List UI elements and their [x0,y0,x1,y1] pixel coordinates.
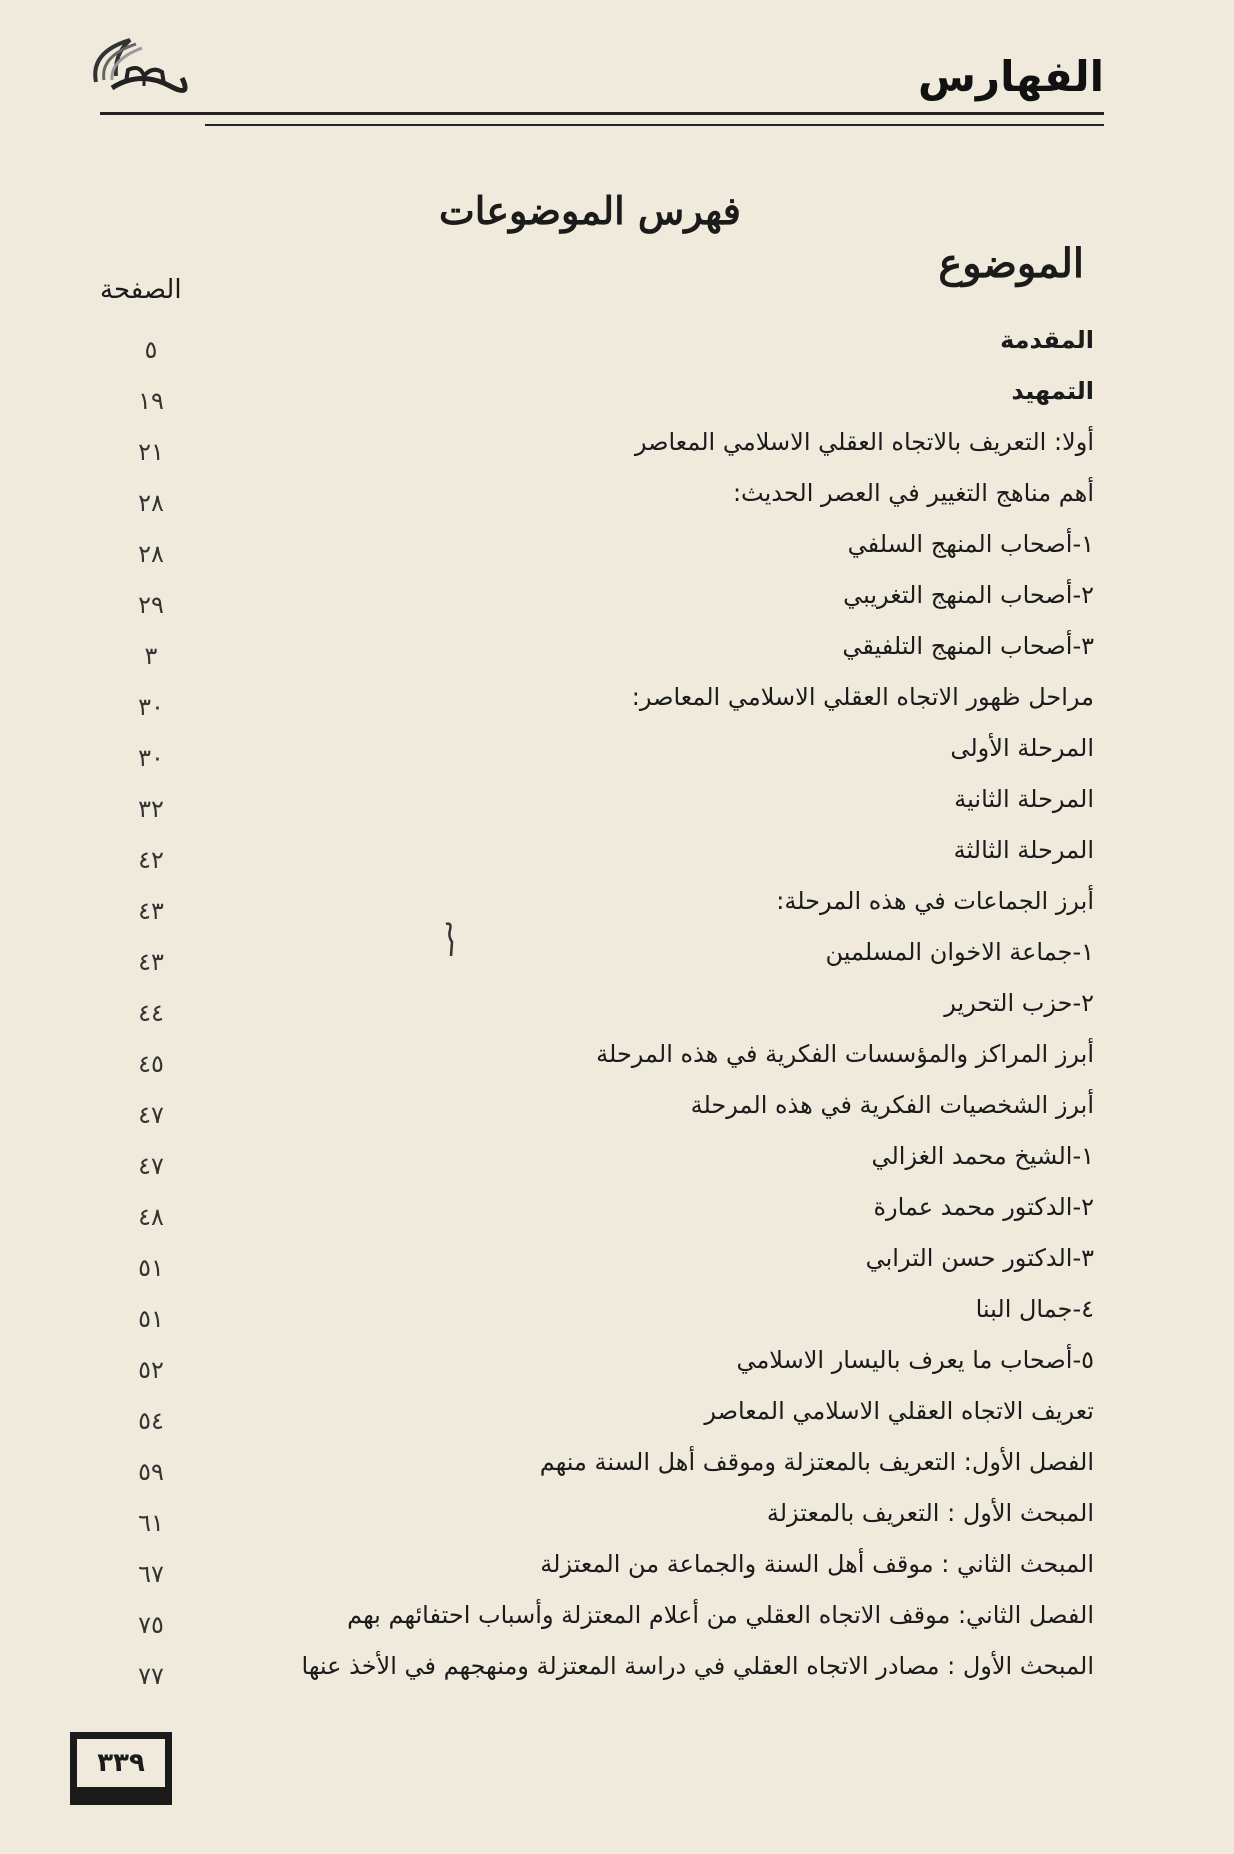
toc-entry [0,930,1234,981]
toc-entry [0,369,1234,420]
toc-entry-title: تعريف الاتجاه العقلي الاسلامي المعاصر [704,1397,1094,1425]
toc-entry-page: ٥٢ [138,1356,164,1384]
toc-entry-title: المبحث الثاني : موقف أهل السنة والجماعة من المعتزلة [540,1550,1094,1578]
toc-entry-title: أبرز الشخصيات الفكرية في هذه المرحلة [690,1091,1094,1119]
toc-entry-title: المرحلة الأولى [950,734,1094,762]
column-header-page: الصفحة [100,275,182,305]
toc-entry-title: ٢-أصحاب المنهج التغريبي [843,581,1094,609]
toc-entry-page: ٤٢ [138,846,164,874]
toc-entry [0,1338,1234,1389]
toc-entry-page: ٣ [144,642,158,670]
toc-entry [0,1491,1234,1542]
toc-entry-title: ١-جماعة الاخوان المسلمين [825,938,1094,966]
toc-entry [0,1236,1234,1287]
toc-entry-page: ٤٣ [138,948,164,976]
open-book-logo-icon [82,30,202,110]
toc-entry-page: ١٩ [138,387,164,415]
toc-entry [0,420,1234,471]
toc-entry-page: ٤٤ [138,999,164,1027]
toc-entry-page: ٥ [144,336,158,364]
toc-entry-page: ٥٤ [138,1407,164,1435]
page-title: فهرس الموضوعات [439,188,741,233]
toc-entry [0,726,1234,777]
toc-entry-page: ٧٧ [138,1662,164,1690]
toc-entry-title: ١-أصحاب المنهج السلفي [847,530,1094,558]
toc-entry [0,1083,1234,1134]
toc-entry-page: ٣٠ [138,693,164,721]
toc-entry [0,1389,1234,1440]
toc-entry [0,1542,1234,1593]
toc-entry-page: ٥١ [138,1305,164,1333]
toc-entry-title: مراحل ظهور الاتجاه العقلي الاسلامي المعاصر: [631,683,1094,711]
toc-entry-title: ٣-أصحاب المنهج التلفيقي [842,632,1094,660]
toc-entry-title: ٢-الدكتور محمد عمارة [873,1193,1094,1221]
toc-entry-title: ٢-حزب التحرير [944,989,1094,1017]
toc-entry-page: ٦٧ [138,1560,164,1588]
toc-entry [0,522,1234,573]
toc-entry [0,1440,1234,1491]
toc-entry [0,318,1234,369]
toc-entry-page: ٧٥ [138,1611,164,1639]
toc-entry-page: ٣٢ [138,795,164,823]
toc-entry-title: ٤-جمال البنا [975,1295,1094,1323]
header-rule-top [100,112,1104,115]
toc-entry-page: ٤٥ [138,1050,164,1078]
toc-entry [0,981,1234,1032]
toc-entry [0,624,1234,675]
toc-entry [0,1287,1234,1338]
toc-entry-page: ٢١ [138,438,164,466]
page-number: ٣٣٩ [75,1737,167,1789]
toc-entry-title: المبحث الأول : التعريف بالمعتزلة [766,1499,1094,1527]
toc-entry [0,573,1234,624]
toc-entry-page: ٣٠ [138,744,164,772]
toc-entry [0,879,1234,930]
toc-entry [0,828,1234,879]
page-number-box [70,1732,172,1805]
toc-entry-page: ٢٨ [138,489,164,517]
toc-entry-title: المقدمة [1000,326,1094,354]
toc-entry-page: ٤٣ [138,897,164,925]
toc-entry-title: أبرز الجماعات في هذه المرحلة: [776,887,1094,915]
toc-entry-page: ٤٧ [138,1152,164,1180]
toc-entry-title: أهم مناهج التغيير في العصر الحديث: [732,479,1094,507]
toc-entry-title: أبرز المراكز والمؤسسات الفكرية في هذه المرحلة [596,1040,1094,1068]
toc-entry-title: ١-الشيخ محمد الغزالي [871,1142,1094,1170]
toc-entry-title: التمهيد [1011,377,1094,405]
table-of-contents [0,318,1234,1695]
toc-entry [0,1134,1234,1185]
toc-entry-title: أولا: التعريف بالاتجاه العقلي الاسلامي المعاصر [634,428,1094,456]
toc-entry-title: المرحلة الثالثة [953,836,1094,864]
toc-entry [0,675,1234,726]
toc-entry-page: ٥١ [138,1254,164,1282]
toc-entry-title: الفصل الأول: التعريف بالمعتزلة وموقف أهل السنة منهم [539,1448,1094,1476]
running-head: الفهارس [917,52,1104,101]
toc-entry-title: الفصل الثاني: موقف الاتجاه العقلي من أعلام المعتزلة وأسباب احتفائهم بهم [347,1601,1094,1629]
toc-entry [0,1185,1234,1236]
toc-entry [0,1593,1234,1644]
toc-entry-page: ٦١ [138,1509,164,1537]
toc-entry [0,777,1234,828]
toc-entry-title: المرحلة الثانية [954,785,1094,813]
toc-entry-page: ٤٧ [138,1101,164,1129]
toc-entry-page: ٤٨ [138,1203,164,1231]
stray-pen-mark [440,920,460,960]
toc-entry [0,1644,1234,1695]
toc-entry-title: المبحث الأول : مصادر الاتجاه العقلي في دراسة المعتزلة ومنهجهم في الأخذ عنها [301,1652,1094,1680]
toc-entry-page: ٢٨ [138,540,164,568]
toc-entry-page: ٥٩ [138,1458,164,1486]
toc-entry-title: ٥-أصحاب ما يعرف باليسار الاسلامي [736,1346,1094,1374]
column-header-topic: الموضوع [938,240,1084,287]
toc-entry-page: ٢٩ [138,591,164,619]
header-rule-bottom [205,124,1104,126]
toc-entry [0,471,1234,522]
toc-entry-title: ٣-الدكتور حسن الترابي [865,1244,1094,1272]
toc-entry [0,1032,1234,1083]
